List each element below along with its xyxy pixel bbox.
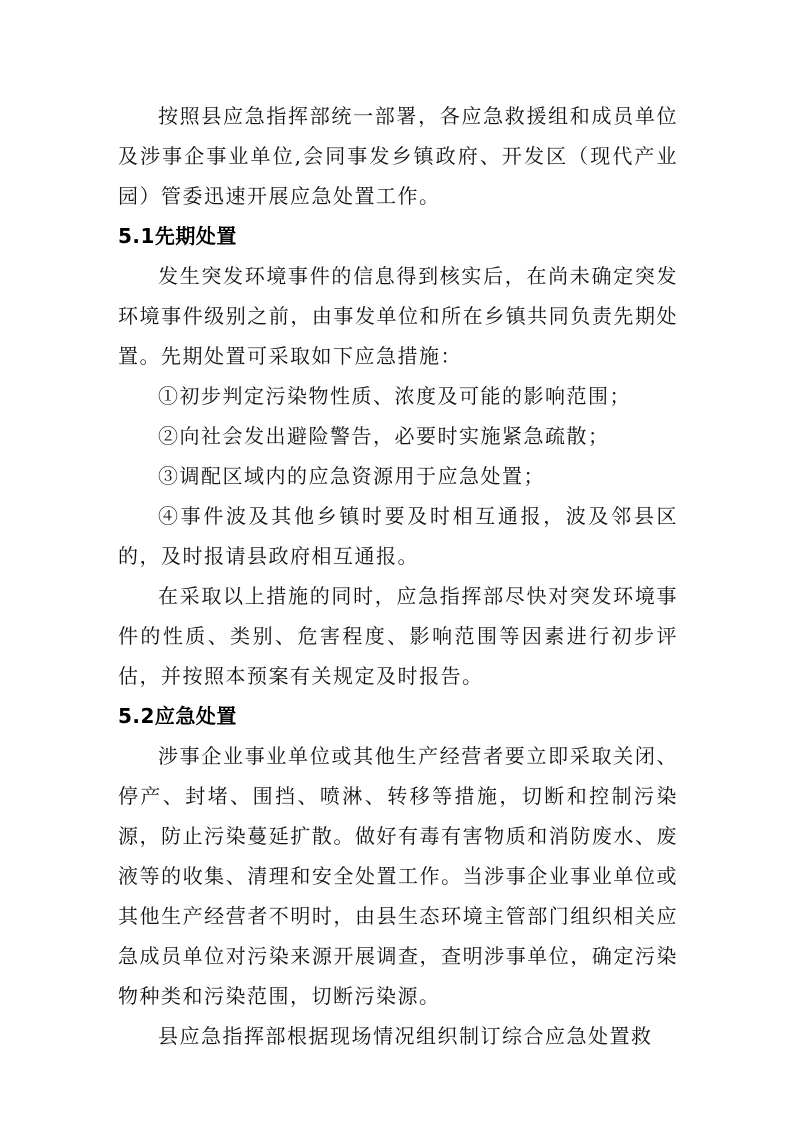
measure-item-2: ②向社会发出避险警告，必要时实施紧急疏散； — [158, 424, 610, 448]
document-body — [118, 96, 678, 1056]
measure-item-3: ③调配区域内的应急资源用于应急处置； — [158, 464, 545, 488]
section-5-1-paragraph-1: 发生突发环境事件的信息得到核实后，在尚未确定突发环境事件级别之前，由事发单位和所在乡镇共同负责先期处置。先期处置可采取如下应急措施： — [118, 264, 678, 368]
section-5-2-paragraph-2: 县应急指挥部根据现场情况组织制订综合应急处置救 — [158, 1024, 653, 1048]
section-heading-5-1: 5.1先期处置 — [118, 224, 237, 248]
measure-item-4: ④事件波及其他乡镇时要及时相互通报，波及邻县区的，及时报请县政府相互通报。 — [118, 504, 678, 568]
section-5-2-paragraph-1: 涉事企业事业单位或其他生产经营者要立即采取关闭、停产、封堵、围挡、喷淋、转移等措施，切断和控制污染源，防止污染蔓延扩散。做好有毒有害物质和消防废水、废液等的收集、清理和安全处置工作。当涉事企业事业单位或其他生产经营者不明时，由县生态环境主管部门组织相关应急成员单位对污染来源开展调查，查明涉事单位，确定污染物种类和污染范围，切断污染源。 — [118, 744, 678, 1008]
section-5-1-paragraph-2: 在采取以上措施的同时，应急指挥部尽快对突发环境事件的性质、类别、危害程度、影响范围等因素进行初步评估，并按照本预案有关规定及时报告。 — [118, 584, 678, 688]
measure-item-1: ①初步判定污染物性质、浓度及可能的影响范围； — [158, 384, 631, 408]
intro-paragraph: 按照县应急指挥部统一部署，各应急救援组和成员单位及涉事企事业单位,会同事发乡镇政府、开发区（现代产业园）管委迅速开展应急处置工作。 — [118, 104, 678, 208]
section-heading-5-2: 5.2应急处置 — [118, 704, 237, 728]
